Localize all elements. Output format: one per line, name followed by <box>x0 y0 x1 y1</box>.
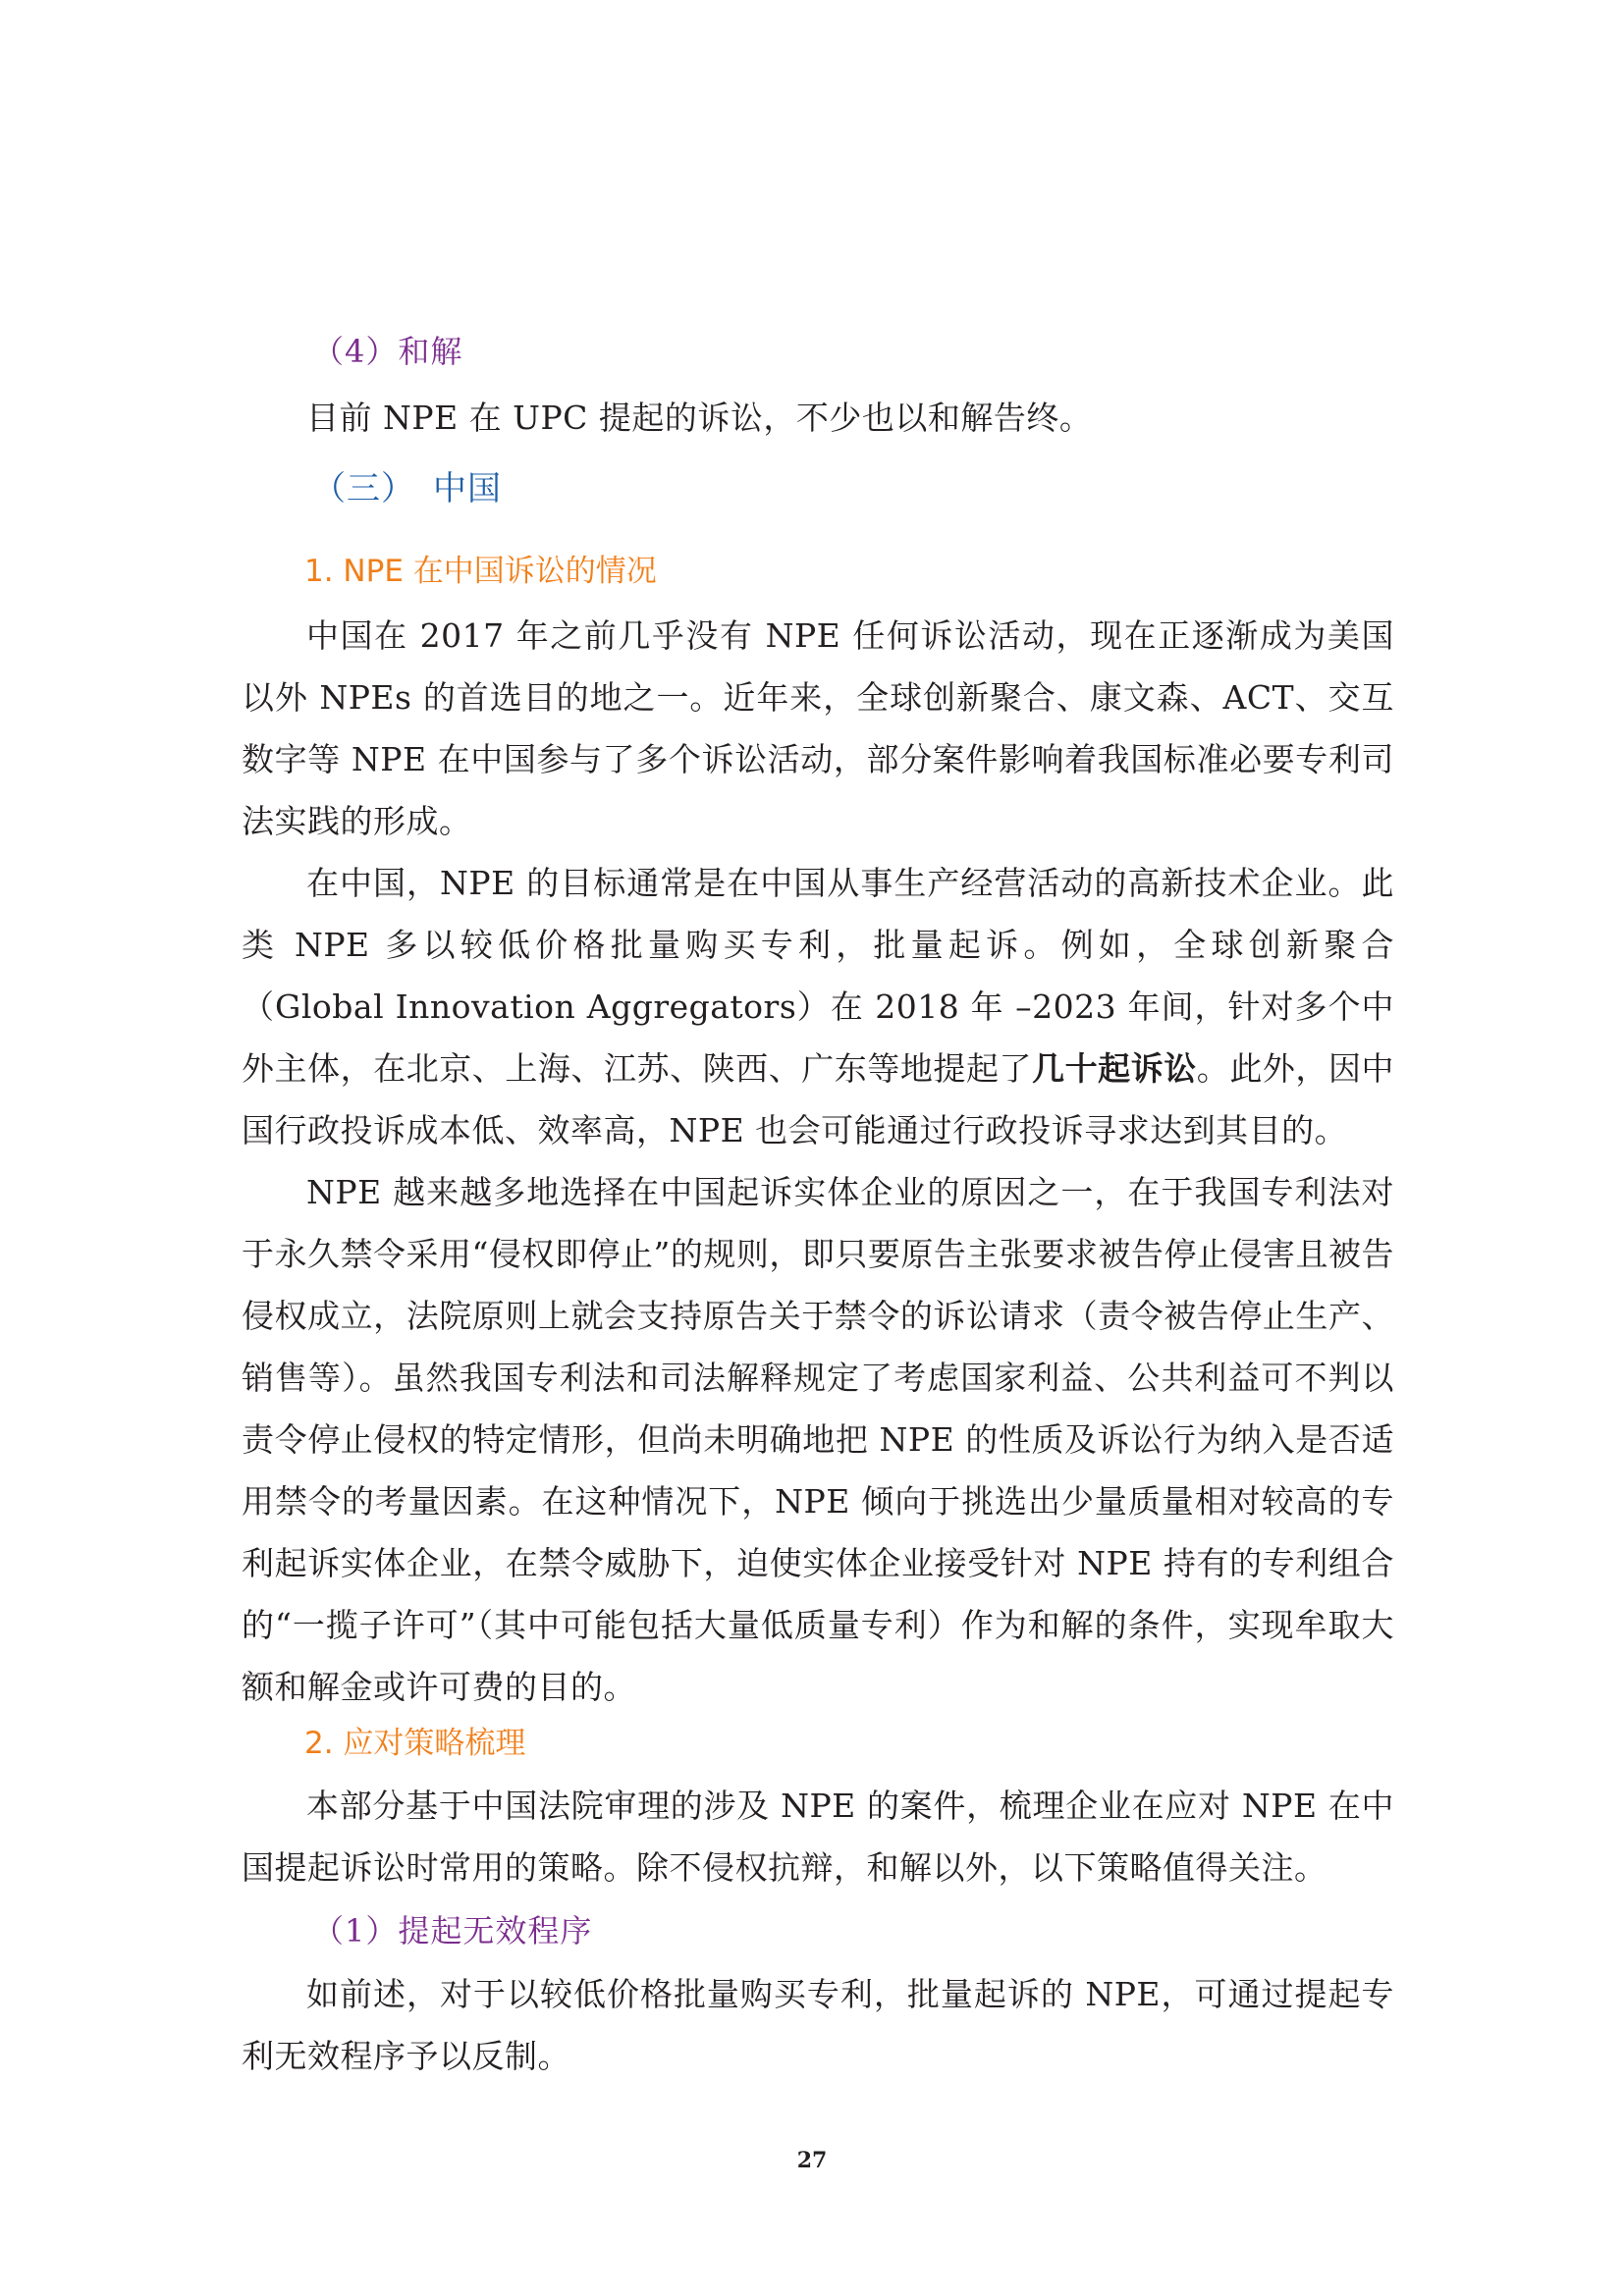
paragraph-china-overview: 中国在 2017 年之前几乎没有 NPE 任何诉讼活动，现在正逐渐成为美国以外 NPEs 的首选目的地之一。近年来，全球创新聚合、康文森、ACT、交互数字等 NPE 在中国参与了多个诉讼活动，部分案件影响着我国标准必要专利司法实践的形成。 <box>242 616 1394 840</box>
paragraph-invalidation: 如前述，对于以较低价格批量购买专利，批量起诉的 NPE，可通过提起专利无效程序予以反制。 <box>242 1975 1394 2075</box>
paragraph-npe-targets-part1: 在中国，NPE 的目标通常是在中国从事生产经营活动的高新技术企业。此类 NPE 多以较低价格批量购买专利，批量起诉。例如，全球创新聚合（Global Innovation Aggregators）在 2018 年 –2023 年间，针对多个中外主体，在北京、上海、江苏、陕西、广东等地提起了 <box>242 864 1394 1088</box>
heading-settlement: （4）和解 <box>312 333 463 370</box>
paragraph-npe-targets-part2: 。此外，因中国行政投诉成本低、效率高，NPE 也会可能通过行政投诉寻求达到其目的。 <box>242 1049 1395 1149</box>
bold-dozens-lawsuits: 几十起诉讼 <box>1032 1049 1197 1088</box>
heading-invalidation: （1）提起无效程序 <box>312 1912 593 1949</box>
heading-npe-litigation-china: 1. NPE 在中国诉讼的情况 <box>304 554 657 589</box>
paragraph-strategy-intro: 本部分基于中国法院审理的涉及 NPE 的案件，梳理企业在应对 NPE 在中国提起诉讼时常用的策略。除不侵权抗辩，和解以外，以下策略值得关注。 <box>242 1787 1394 1887</box>
heading-response-strategies: 2. 应对策略梳理 <box>304 1726 526 1761</box>
page-number: 27 <box>796 2148 828 2173</box>
paragraph-npe-targets <box>242 852 1394 1161</box>
heading-china: （三） 中国 <box>312 469 502 508</box>
paragraph-settlement: 目前 NPE 在 UPC 提起的诉讼，不少也以和解告终。 <box>306 399 1093 437</box>
paragraph-injunction-reason: NPE 越来越多地选择在中国起诉实体企业的原因之一，在于我国专利法对于永久禁令采用“侵权即停止”的规则，即只要原告主张要求被告停止侵害且被告侵权成立，法院原则上就会支持原告关于禁令的诉讼请求（责令被告停止生产、销售等）。虽然我国专利法和司法解释规定了考虑国家利益、公共利益可不判以责令停止侵权的特定情形，但尚未明确地把 NPE 的性质及诉讼行为纳入是否适用禁令的考量因素。在这种情况下，NPE 倾向于挑选出少量质量相对较高的专利起诉实体企业，在禁令威胁下，迫使实体企业接受针对 NPE 持有的专利组合的“一揽子许可”（其中可能包括大量低质量专利）作为和解的条件，实现牟取大额和解金或许可费的目的。 <box>242 1173 1394 1706</box>
